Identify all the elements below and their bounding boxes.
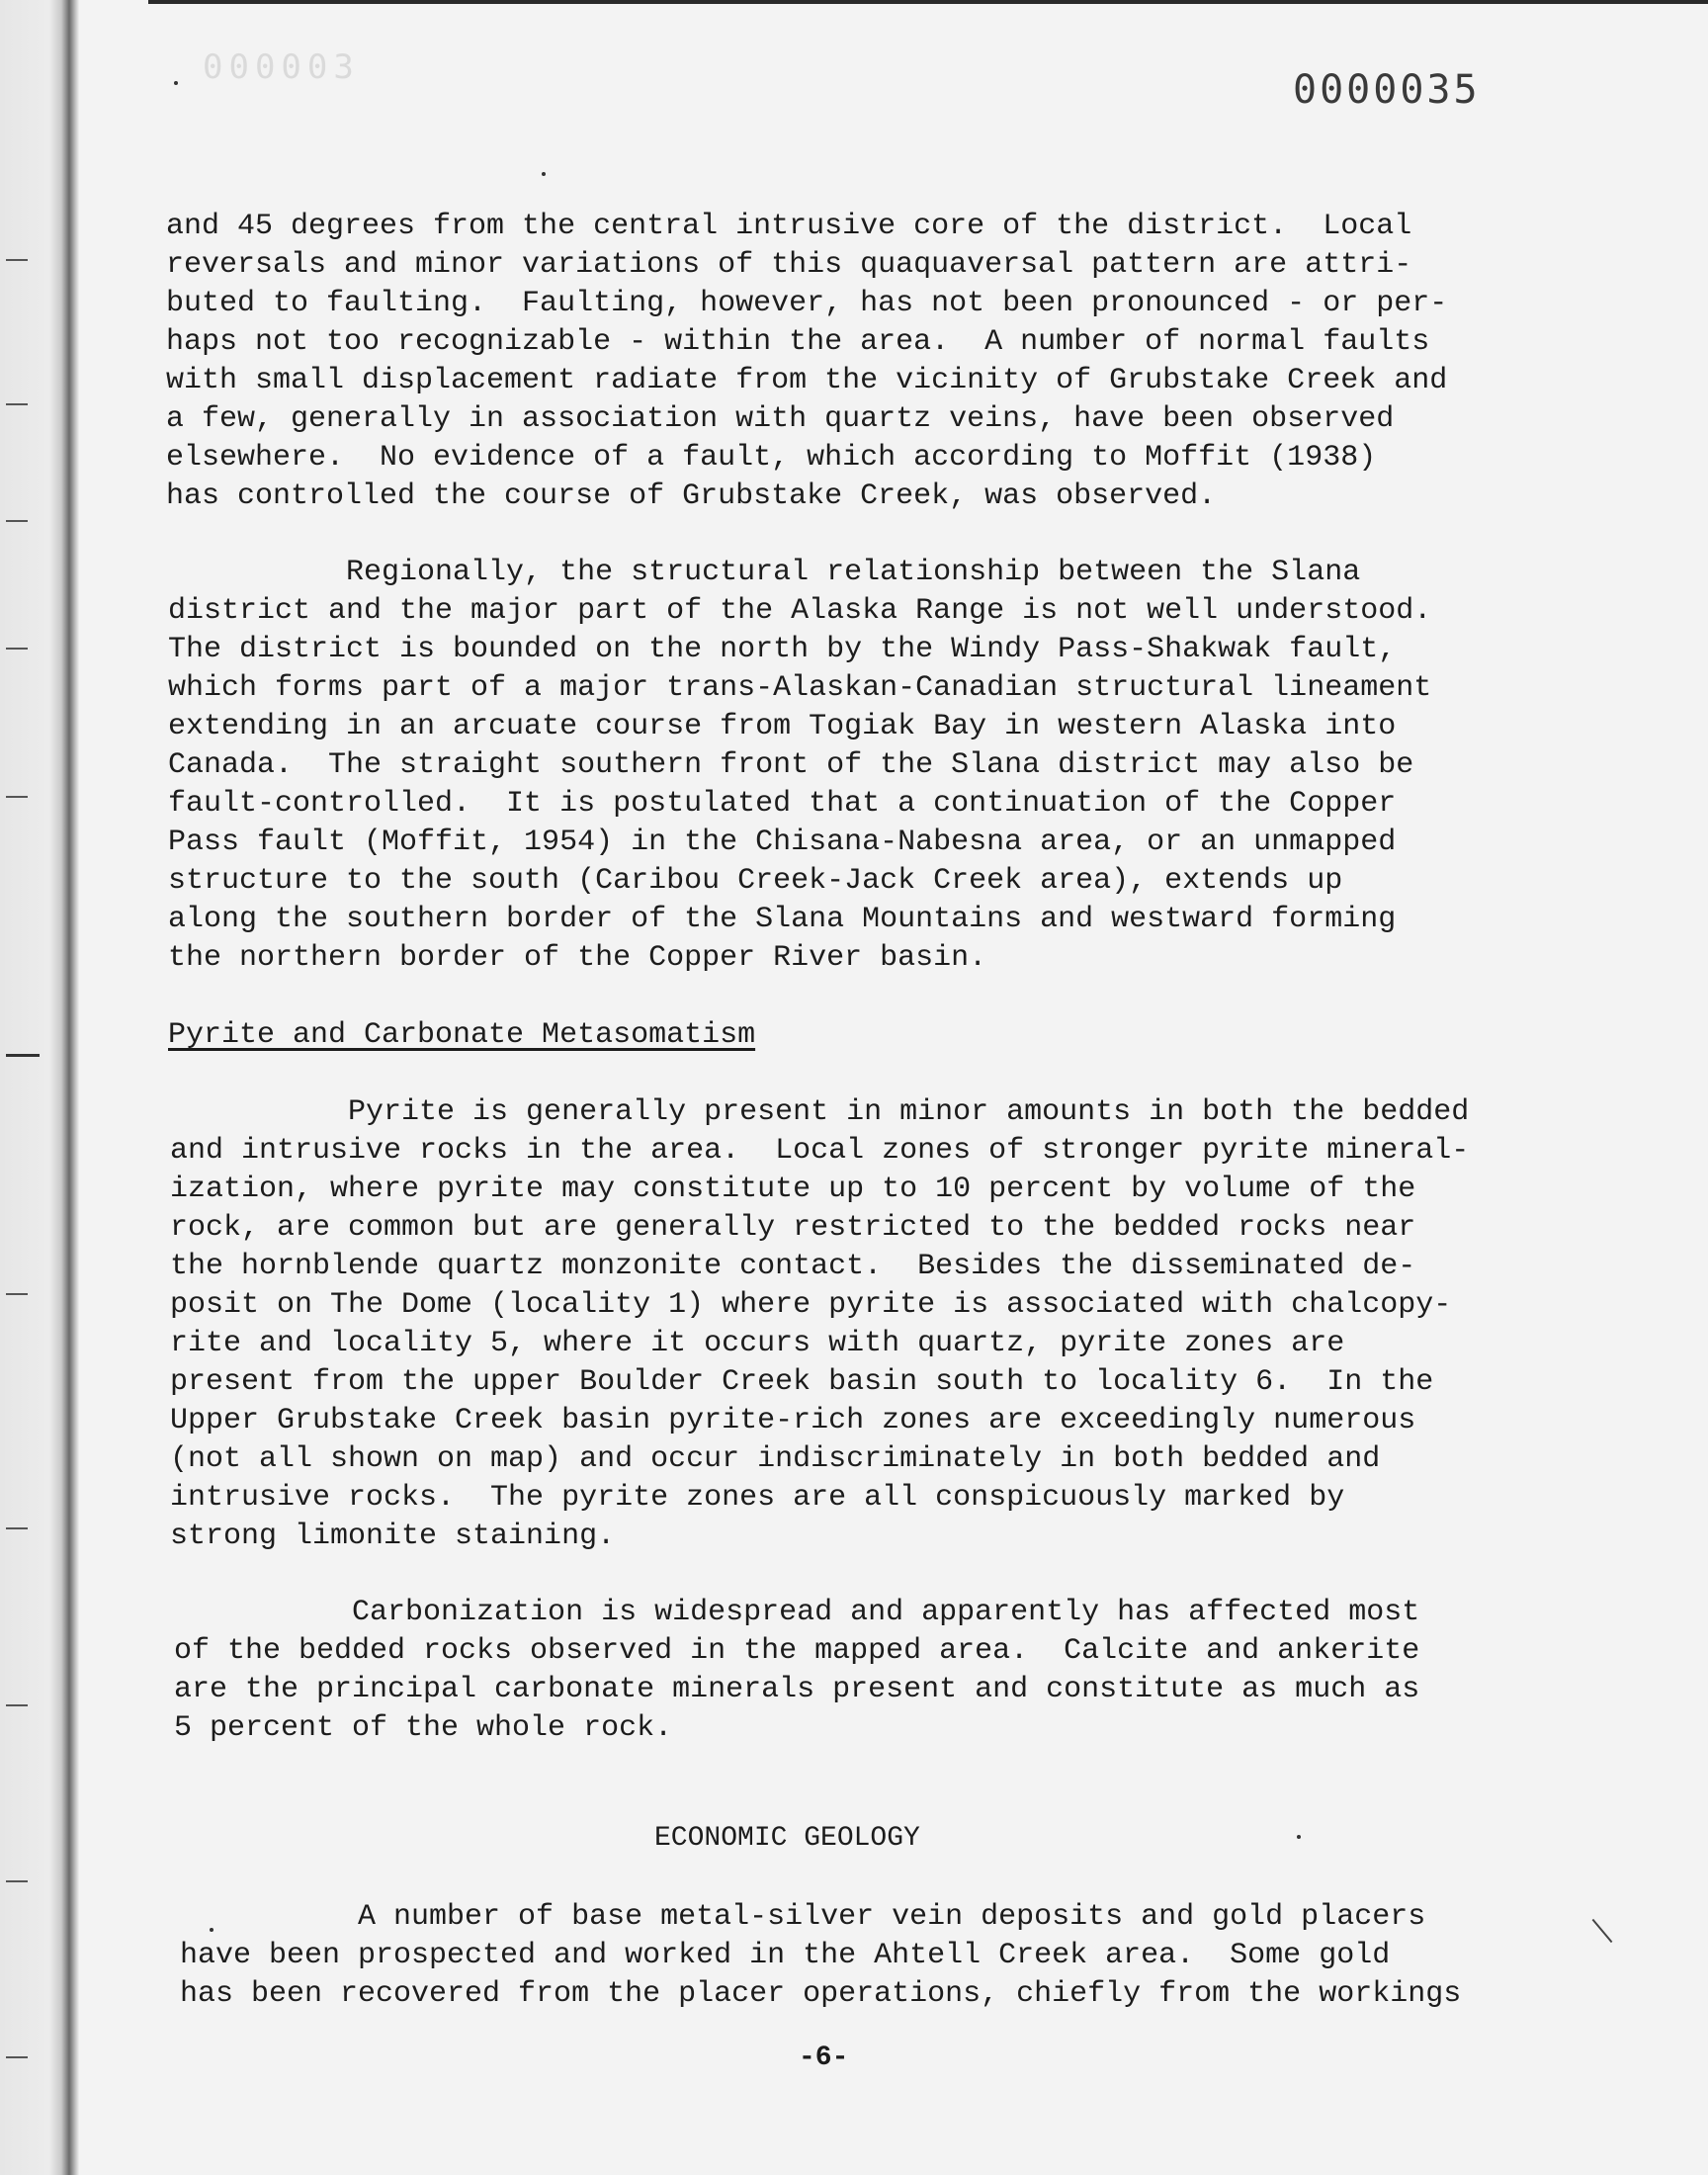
speck: [1297, 1835, 1301, 1839]
margin-tick: [6, 2056, 28, 2058]
section-heading-pyrite: Pyrite and Carbonate Metasomatism: [168, 1018, 756, 1052]
pen-mark: [1592, 1919, 1613, 1943]
binding-edge: [0, 0, 79, 2175]
margin-tick: [6, 648, 28, 650]
top-edge-shadow: [148, 0, 1708, 4]
page-number-stamp: 0000035: [1293, 67, 1481, 113]
margin-tick: [6, 1527, 28, 1529]
section-title-economic-geology: ECONOMIC GEOLOGY: [654, 1823, 920, 1854]
paragraph-regional-structure: Regionally, the structural relationship between the Slana district and the major part of the Alaska Range is not well understood. The district is bounded on the north by the Windy Pass-Shakwak fault, which forms part of a major trans-Alaskan-Canadian structural lineament extending in an arcuate course from Togiak Bay in western Alaska into Canada. The straight southern front of the Slana district may also be fault-controlled. It is postulated that a continuation of the Copper Pass fault (Moffit, 1954) in the Chisana-Nabesna area, or an unmapped structure to the south (Caribou Creek-Jack Creek area), extends up along the southern border of the Slana Mountains and westward forming the northern border of the Copper River basin.: [168, 556, 1432, 975]
margin-tick: [6, 1293, 28, 1295]
margin-tick: [6, 1704, 28, 1706]
paragraph-carbonization: Carbonization is widespread and apparently has affected most of the bedded rocks observed in the mapped area. Calcite and ankerite are the principal carbonate minerals present and constitute as much as 5 percent of the whole rock.: [174, 1596, 1420, 1745]
footer-page-number: -6-: [799, 2043, 849, 2073]
margin-tick: [6, 796, 28, 798]
paragraph-economic: A number of base metal-silver vein deposits and gold placers have been prospected and worked in the Ahtell Creek area. Some gold has been recovered from the placer operations, chiefly from the workings: [180, 1900, 1462, 2011]
margin-tick: [6, 403, 28, 405]
bleed-through-page-number: 000003: [203, 47, 360, 87]
margin-tick: [6, 520, 28, 522]
speck: [542, 172, 546, 176]
margin-tick: [6, 1054, 40, 1057]
paragraph-faulting: and 45 degrees from the central intrusive core of the district. Local reversals and minor variations of this quaquaversal pattern are attri- buted to faulting. Faulting, however, has not been pronounced - or per- haps not too recognizable - within the area. A number of normal faults with small displacement radiate from the vicinity of Grubstake Creek and a few, generally in association with quartz veins, have been observed elsewhere. No evidence of a fault, which according to Moffit (1938) has controlled the course of Grubstake Creek, was observed.: [166, 210, 1448, 513]
speck: [174, 81, 178, 85]
paragraph-pyrite: Pyrite is generally present in minor amounts in both the bedded and intrusive rocks in the area. Local zones of stronger pyrite mineral- ization, where pyrite may constitute up to 10 percent by volume of the rock, are common but are generally restricted to the bedded rocks near the hornblende quartz monzonite contact. Besides the disseminated de- posit on The Dome (locality 1) where pyrite is associated with chalcopy- rite and locality 5, where it occurs with quartz, pyrite zones are present from the upper Boulder Creek basin south to locality 6. In the Upper Grubstake Creek basin pyrite-rich zones are exceedingly numerous (not all shown on map) and occur indiscriminately in both bedded and intrusive rocks. The pyrite zones are all conspicuously marked by strong limonite staining.: [170, 1095, 1470, 1553]
margin-tick: [6, 259, 28, 261]
margin-tick: [6, 1880, 28, 1882]
